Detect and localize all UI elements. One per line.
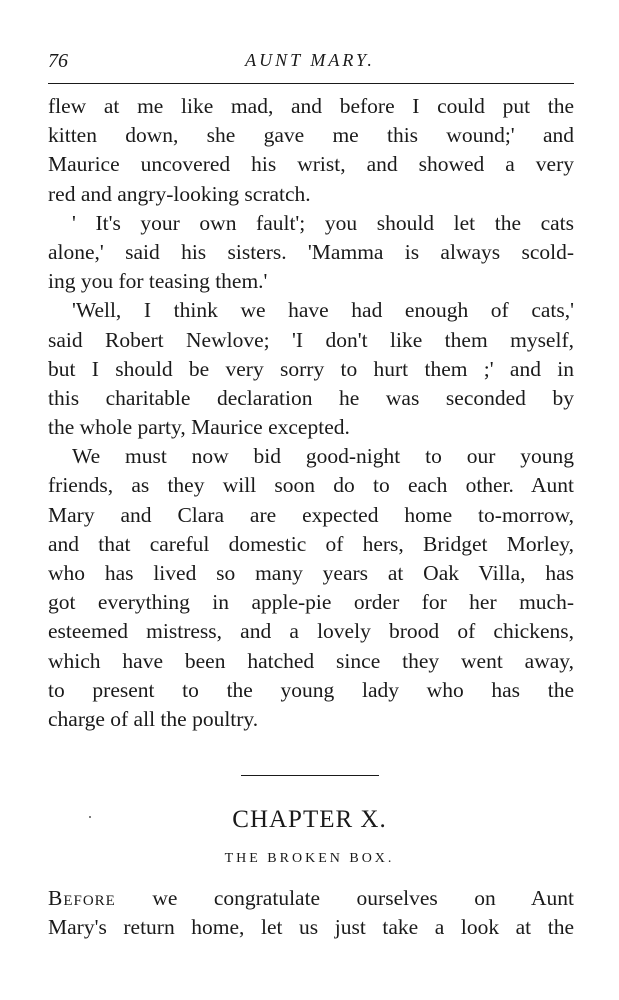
text-line: alone,' said his sisters. 'Mamma is always scold-: [48, 239, 574, 264]
running-title: AUNT MARY.: [245, 50, 375, 70]
page-header: [48, 50, 572, 78]
text-line: esteemed mistress, and a lovely brood of chickens,: [48, 619, 574, 644]
text-line: to present to the young lady who has the: [48, 677, 574, 702]
text-line: ' It's your own fault'; you should let the cats: [72, 210, 574, 235]
text-line: ing you for teasing them.': [48, 269, 268, 294]
drop-word: Before: [48, 886, 116, 910]
section-divider: [241, 775, 379, 776]
text-line: Maurice uncovered his wrist, and showed a very: [48, 152, 574, 177]
text-line: [48, 913, 574, 942]
text-line: said Robert Newlove; 'I don't like them myself,: [48, 327, 574, 352]
chapter-subtitle: THE BROKEN BOX.: [224, 851, 395, 866]
text-line: and that careful domestic of hers, Bridget Morley,: [48, 531, 574, 556]
line-text: we congratulate ourselves on Aunt: [115, 886, 574, 910]
text-line: friends, as they will soon do to each other. Aunt: [48, 473, 574, 498]
chapter-title: CHAPTER X.: [232, 806, 387, 833]
text-line: got everything in apple-pie order for her much-: [48, 590, 574, 615]
text-line: Mary and Clara are expected home to-morrow,: [48, 502, 574, 527]
text-line: 'Well, I think we have had enough of cats,': [72, 298, 574, 323]
body-text: [48, 92, 574, 734]
text-line: the whole party, Maurice excepted.: [48, 415, 350, 440]
header-rule: [48, 83, 574, 84]
text-line: but I should be very sorry to hurt them ;' and in: [48, 356, 574, 381]
chapter-opening-text: [48, 884, 574, 942]
text-line: this charitable declaration he was seconded by: [48, 385, 574, 410]
text-line: [48, 884, 574, 913]
line-text: Mary's return home, let us just take a look at the: [48, 915, 574, 940]
text-line: kitten down, she gave me this wound;' and: [48, 123, 574, 148]
text-line: We must now bid good-night to our young: [72, 444, 574, 469]
text-line: red and angry-looking scratch.: [48, 181, 311, 206]
text-line: who has lived so many years at Oak Villa, has: [48, 561, 574, 585]
text-line: which have been hatched since they went away,: [48, 648, 574, 673]
page-number: 76: [48, 50, 68, 72]
text-line: charge of all the poultry.: [48, 706, 259, 731]
text-line: flew at me like mad, and before I could put the: [48, 94, 574, 118]
